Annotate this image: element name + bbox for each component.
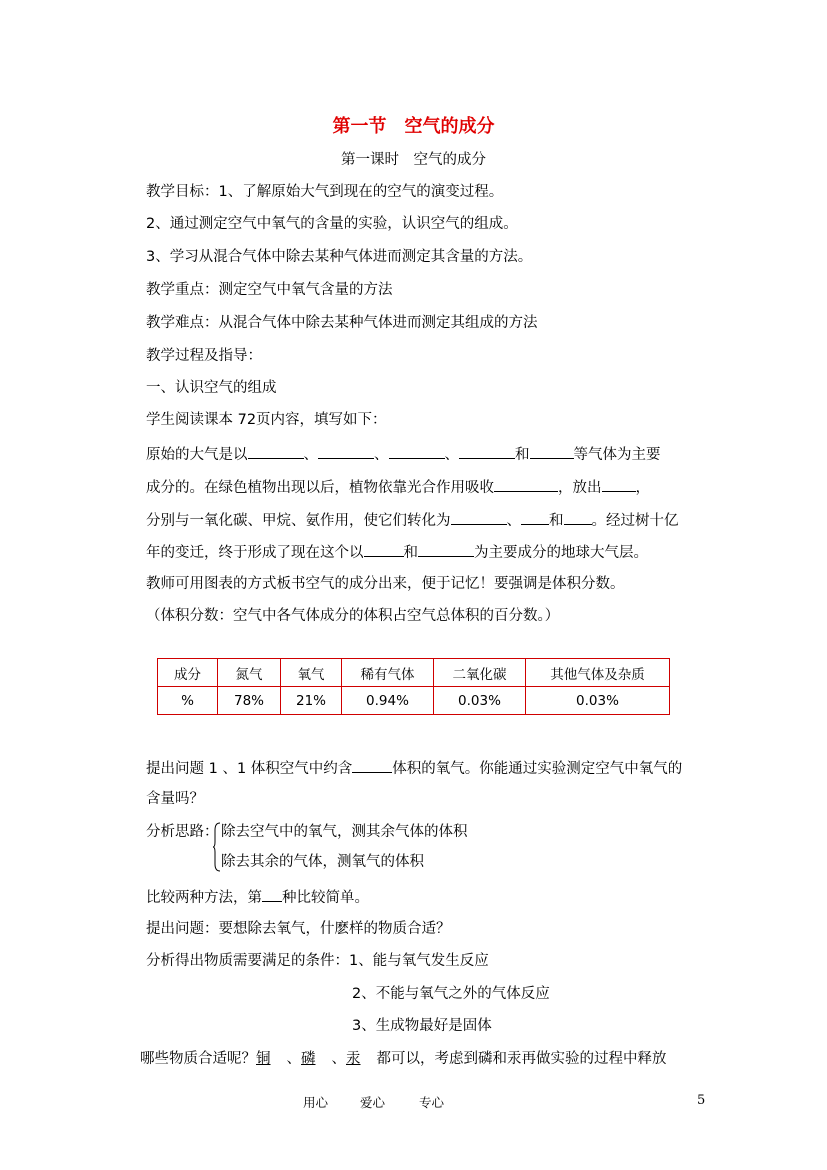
table-cell: 21%: [281, 687, 342, 715]
fill-paragraph-4: [146, 541, 648, 563]
teacher-note: 教师可用图表的方式板书空气的成分出来，便于记忆！要强调是体积分数。: [146, 576, 625, 592]
text: 年的变迁，终于形成了现在这个以: [146, 545, 364, 561]
fill-paragraph-1: [146, 443, 661, 465]
text: 。经过树十亿: [591, 513, 679, 529]
substance-question: [140, 1049, 667, 1069]
table-cell: 其他气体及杂质: [526, 659, 670, 687]
page-title: 第一节 空气的成分: [332, 116, 495, 137]
text: 、: [286, 1051, 301, 1067]
compare-methods: [146, 886, 369, 908]
condition-2: 2、不能与氧气之外的气体反应: [352, 986, 550, 1002]
page-number: 5: [697, 1093, 706, 1108]
question-2: 提出问题：要想除去氧气，什麽样的物质合适？: [146, 921, 451, 937]
blank: [459, 443, 515, 459]
table-row: [158, 687, 670, 715]
text: 、: [331, 1051, 346, 1067]
text: 和: [515, 447, 530, 463]
blank: [418, 541, 474, 557]
text: 种比较简单。: [282, 890, 369, 906]
fill-paragraph-2: [146, 476, 650, 498]
table-cell: 0.03%: [526, 687, 670, 715]
blank: [262, 886, 282, 902]
analysis-label: 分析思路：: [146, 824, 219, 840]
blank: [318, 443, 374, 459]
text: ，放出: [558, 480, 602, 496]
objective-1: 教学目标：1、了解原始大气到现在的空气的演变过程。: [146, 184, 504, 200]
text: 都可以，考虑到磷和汞再做实验的过程中释放: [376, 1051, 667, 1067]
text: 比较两种方法，第: [146, 890, 262, 906]
reading-instruction: 学生阅读课本 72页内容，填写如下：: [146, 412, 387, 428]
teaching-process: 教学过程及指导：: [146, 348, 262, 364]
blank: [364, 541, 404, 557]
objective-3: 3、学习从混合气体中除去某种气体进而测定其含量的方法。: [146, 249, 533, 265]
blank: [521, 509, 549, 525]
condition-3: 3、生成物最好是固体: [352, 1018, 492, 1034]
table-cell: 氧气: [281, 659, 342, 687]
volume-fraction-note: （体积分数：空气中各气体成分的体积占空气总体积的百分数。）: [146, 608, 560, 624]
blank: [451, 509, 507, 525]
copper-answer: 铜: [256, 1051, 271, 1067]
analysis-option-1: 除去空气中的氧气，测其余气体的体积: [221, 824, 468, 840]
blank: [248, 443, 304, 459]
teaching-focus: 教学重点：测定空气中氧气含量的方法: [146, 282, 393, 298]
footer-text-1: 用心: [303, 1095, 329, 1110]
question-1-cont: 含量吗？: [146, 791, 204, 807]
table-cell: %: [158, 687, 218, 715]
section-heading: 一、认识空气的组成: [146, 380, 277, 396]
mercury-answer: 汞: [346, 1051, 361, 1067]
table-cell: 成分: [158, 659, 218, 687]
table-cell: 氮气: [218, 659, 281, 687]
text: 分别与一氧化碳、甲烷、氨作用，使它们转化为: [146, 513, 451, 529]
text: 哪些物质合适呢？: [140, 1051, 256, 1067]
table-cell: 稀有气体: [342, 659, 434, 687]
question-1: [146, 757, 682, 779]
brace-icon: [213, 822, 221, 872]
fill-paragraph-3: [146, 509, 679, 531]
text: 为主要成分的地球大气层。: [474, 545, 648, 561]
text: 、: [506, 513, 521, 529]
condition-1: 分析得出物质需要满足的条件：1、能与氧气发生反应: [146, 953, 489, 969]
text: 成分的。在绿色植物出现以后，植物依靠光合作用吸收: [146, 480, 494, 496]
text: 、: [444, 447, 459, 463]
text: 体积的氧气。你能通过实验测定空气中氧气的: [392, 761, 683, 777]
footer-text-3: 专心: [419, 1095, 445, 1110]
blank: [494, 476, 558, 492]
text: 、: [303, 447, 318, 463]
text: 提出问题 1 、1 体积空气中约含: [146, 761, 353, 777]
blank: [389, 443, 445, 459]
blank: [602, 476, 636, 492]
blank: [564, 509, 592, 525]
objective-2: 2、通过测定空气中氧气的含量的实验，认识空气的组成。: [146, 216, 518, 232]
analysis-option-2: 除去其余的气体，测氧气的体积: [221, 854, 424, 870]
table-cell: 0.03%: [434, 687, 526, 715]
table-cell: 二氧化碳: [434, 659, 526, 687]
table-cell: 78%: [218, 687, 281, 715]
text: 和: [403, 545, 418, 561]
text: 、: [374, 447, 389, 463]
blank: [352, 757, 392, 773]
table-cell: 0.94%: [342, 687, 434, 715]
page-subtitle: 第一课时 空气的成分: [341, 152, 486, 168]
text: 原始的大气是以: [146, 447, 248, 463]
footer-text-2: 爱心: [360, 1095, 386, 1110]
phosphorus-answer: 磷: [301, 1051, 316, 1067]
blank: [530, 443, 574, 459]
text: ，: [635, 480, 650, 496]
text: 和: [549, 513, 564, 529]
air-composition-table: [157, 658, 670, 715]
text: 等气体为主要: [573, 447, 661, 463]
table-header-row: [158, 659, 670, 687]
teaching-difficulty: 教学难点：从混合气体中除去某种气体进而测定其组成的方法: [146, 315, 538, 331]
